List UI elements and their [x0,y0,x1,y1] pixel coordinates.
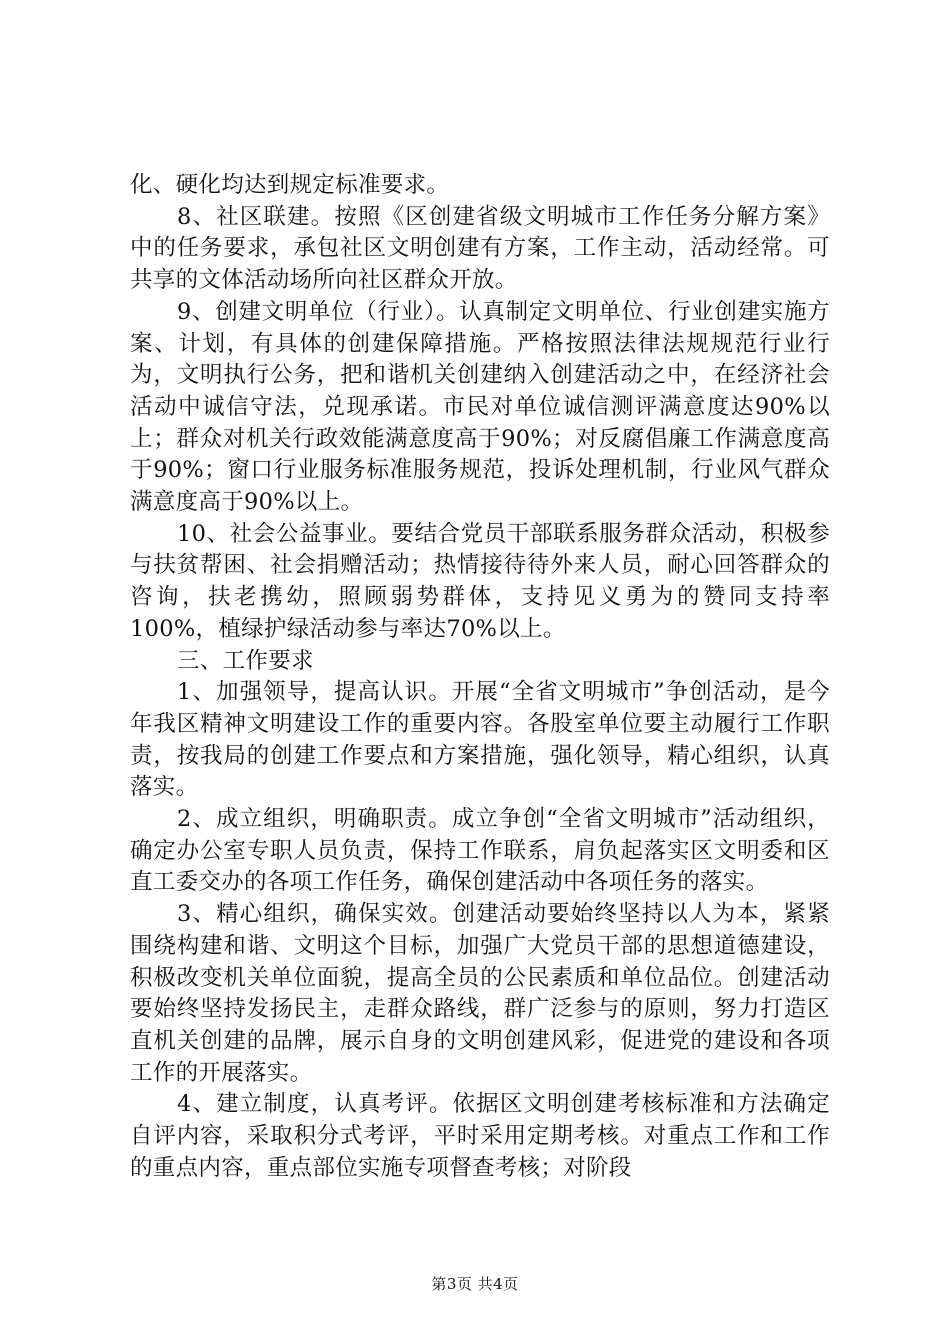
paragraph-requirement-3: 3、精心组织，确保实效。创建活动要始终坚持以人为本，紧紧围绕构建和谐、文明这个目标，加强广大党员干部的思想道德建设，积极改变机关单位面貌，提高全员的公民素质和单位品位。创建活动要始终坚持发扬民主，走群众路线，群广泛参与的原则，努力打造区直机关创建的品牌，展示自身的文明创建风彩，促进党的建设和各项工作的开展落实。 [130,901,830,1086]
paragraph-requirement-1: 1、加强领导，提高认识。开展“全省文明城市”争创活动，是今年我区精神文明建设工作的重要内容。各股室单位要主动履行工作职责，按我局的创建工作要点和方案措施，强化领导，精心组织，认真落实。 [130,679,830,801]
paragraph-continuation: 化、硬化均达到规定标准要求。 [130,172,450,198]
paragraph-item-10: 10、社会公益事业。要结合党员干部联系服务群众活动，积极参与扶贫帮困、社会捐赠活动；热情接待待外来人员，耐心回答群众的咨询，扶老携幼，照顾弱势群体，支持见义勇为的赞同支持率100%，植绿护绿活动参与率达70%以上。 [130,520,830,642]
paragraph-item-9: 9、创建文明单位（行业）。认真制定文明单位、行业创建实施方案、计划，有具体的创建保障措施。严格按照法律法规规范行业行为，文明执行公务，把和谐机关创建纳入创建活动之中，在经济社会活动中诚信守法，兑现承诺。市民对单位诚信测评满意度达90%以上；群众对机关行政效能满意度高于90%；对反腐倡廉工作满意度高于90%；窗口行业服务标准服务规范，投诉处理机制，行业风气群众满意度高于90%以上。 [130,298,830,516]
paragraph-requirement-4: 4、建立制度，认真考评。依据区文明创建考核标准和方法确定自评内容，采取积分式考评，平时采用定期考核。对重点工作和工作的重点内容，重点部位实施专项督查考核；对阶段 [130,1091,830,1181]
section-heading-requirements: 三、工作要求 [177,647,314,674]
paragraph-item-8: 8、社区联建。按照《区创建省级文明城市工作任务分解方案》中的任务要求，承包社区文明创建有方案，工作主动，活动经常。可共享的文体活动场所向社区群众开放。 [130,203,830,294]
document-body [130,170,830,1185]
paragraph-requirement-2: 2、成立组织，明确职责。成立争创“全省文明城市”活动组织，确定办公室专职人员负责，保持工作联系，肩负起落实区文明委和区直工委交办的各项工作任务，确保创建活动中各项任务的落实。 [130,806,830,896]
page-footer: 第3页 共4页 [431,1275,519,1293]
